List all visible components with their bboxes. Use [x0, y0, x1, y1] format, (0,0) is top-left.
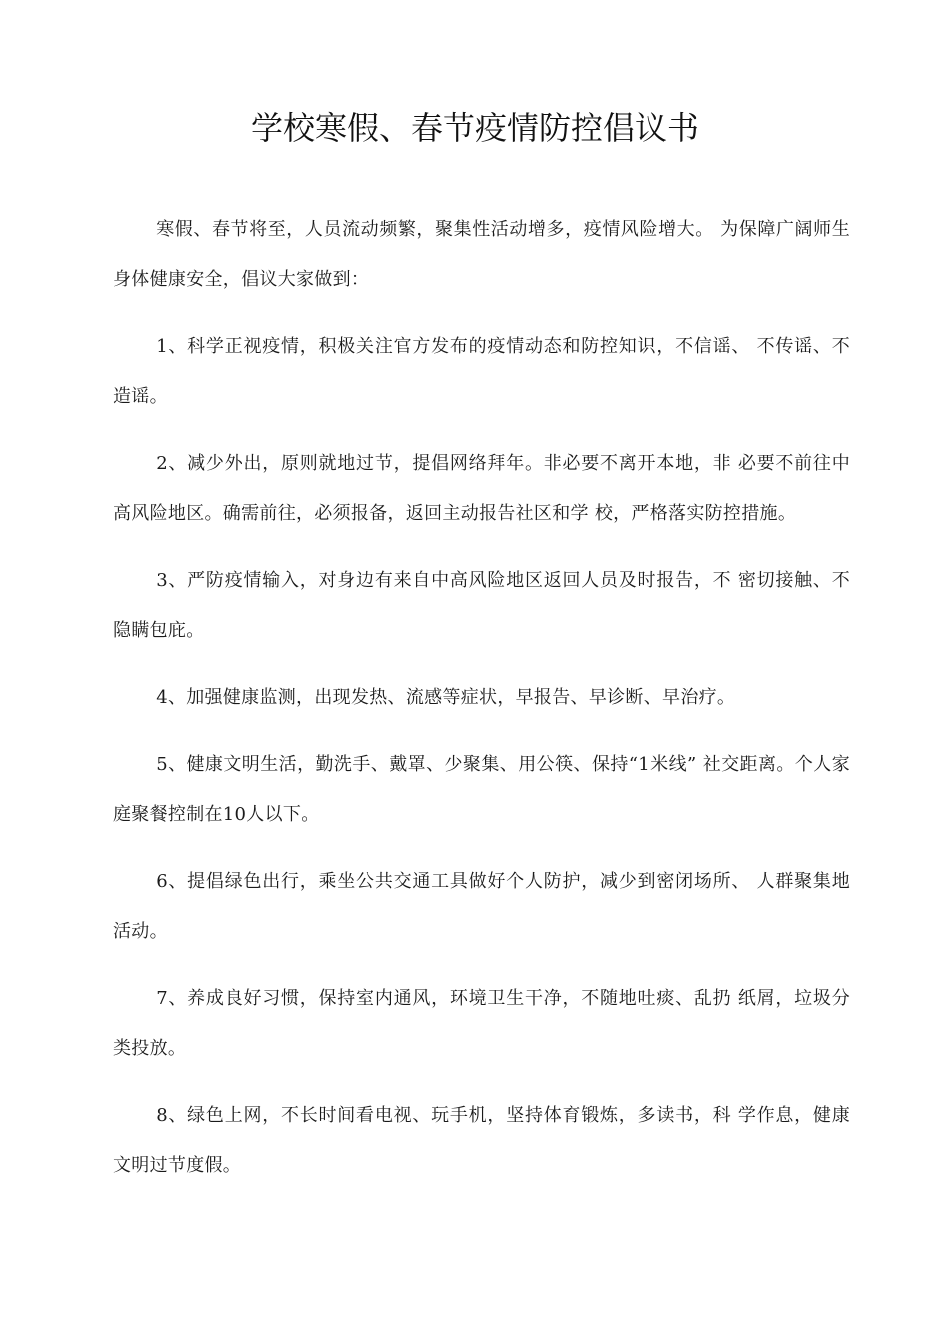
item-paragraph-6: 6、提倡绿色出行，乘坐公共交通工具做好个人防护，减少到密闭场所、 人群聚集地活动。: [113, 871, 850, 942]
item-paragraph-8: 8、绿色上网，不长时间看电视、玩手机，坚持体育锻炼，多读书，科 学作息，健康文明过节度假。: [113, 1105, 850, 1176]
item-paragraph-4: 4、加强健康监测，出现发热、流感等症状，早报告、早诊断、早治疗。: [156, 687, 736, 708]
item-paragraph-7: 7、养成良好习惯，保持室内通风，环境卫生干净，不随地吐痰、乱扔 纸屑，垃圾分类投放。: [113, 988, 850, 1059]
item-paragraph-3: 3、严防疫情输入，对身边有来自中高风险地区返回人员及时报告，不 密切接触、不隐瞒包庇。: [113, 570, 850, 641]
item-paragraph-5: 5、健康文明生活，勤洗手、戴罩、少聚集、用公筷、保持“1米线” 社交距离。个人家庭聚餐控制在10人以下。: [113, 754, 850, 825]
document-title: 学校寒假、春节疫情防控倡议书: [250, 109, 699, 147]
intro-paragraph: 寒假、春节将至，人员流动频繁，聚集性活动增多，疫情风险增大。 为保障广阔师生身体健康安全，倡议大家做到：: [113, 219, 850, 290]
document-body: [113, 205, 850, 1208]
item-paragraph-2: 2、减少外出，原则就地过节，提倡网络拜年。非必要不离开本地，非 必要不前往中高风险地区。确需前往，必须报备，返回主动报告社区和学 校，严格落实防控措施。: [113, 453, 850, 524]
item-paragraph-1: 1、科学正视疫情，积极关注官方发布的疫情动态和防控知识，不信谣、 不传谣、不造谣。: [113, 336, 850, 407]
